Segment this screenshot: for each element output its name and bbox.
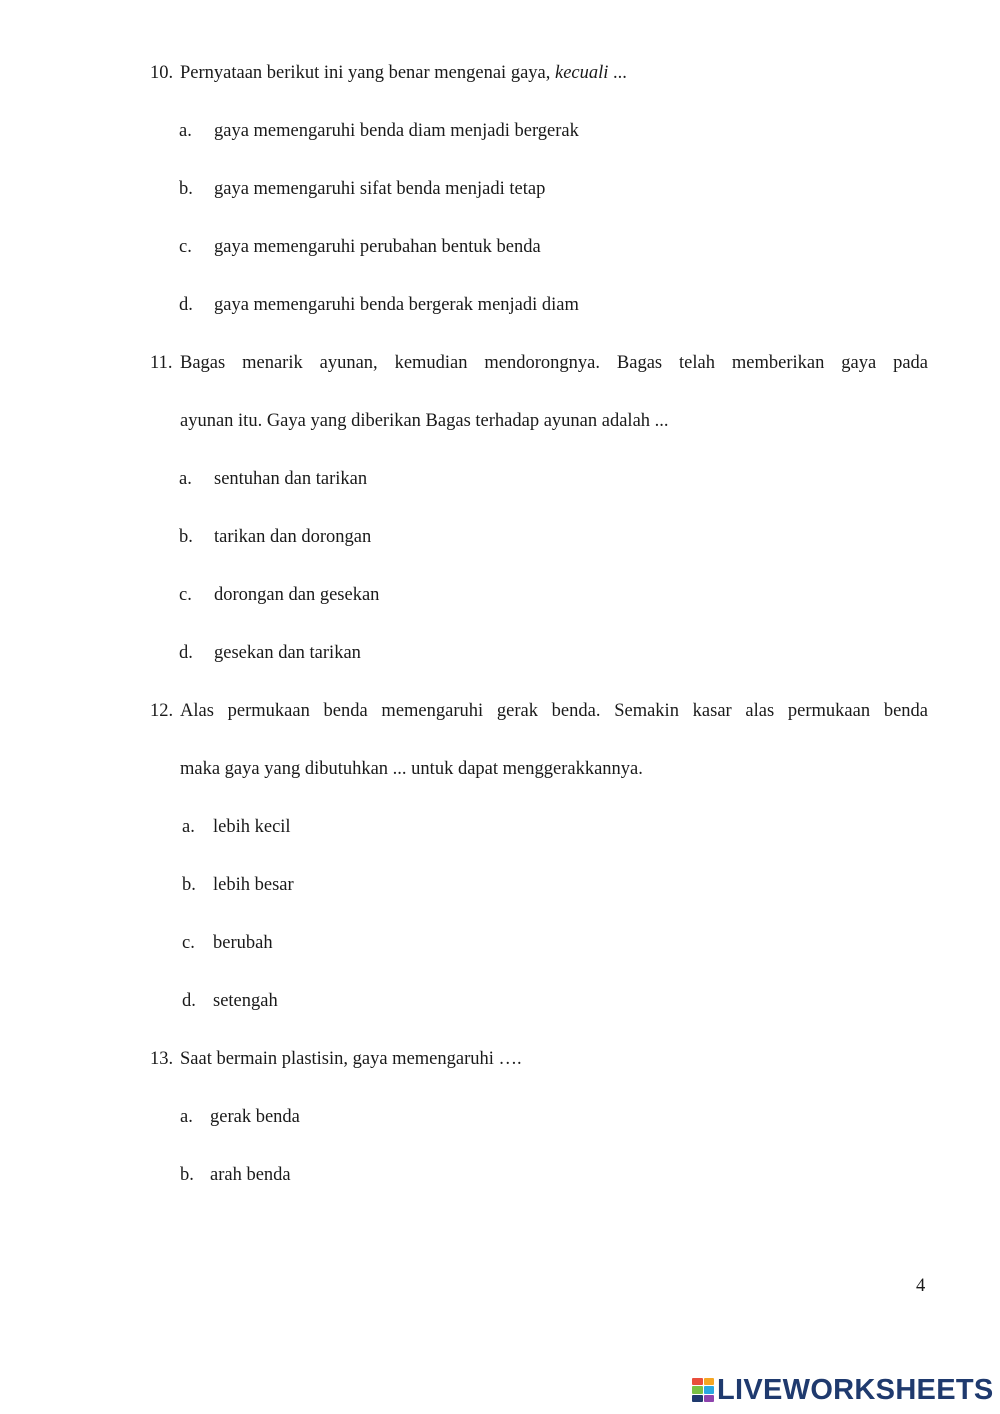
question-text-emphasis: kecuali: [555, 63, 609, 83]
option-letter: c.: [179, 585, 192, 605]
option-text: berubah: [213, 933, 273, 953]
option-letter: c.: [182, 933, 195, 953]
option-text: gerak benda: [210, 1107, 300, 1127]
option-letter: a.: [179, 121, 192, 141]
option-letter: a.: [179, 469, 192, 489]
option-letter: c.: [179, 237, 192, 257]
option-text: gaya memengaruhi perubahan bentuk benda: [214, 237, 541, 257]
option-letter: b.: [179, 179, 193, 199]
option-letter: d.: [179, 295, 193, 315]
option-text: tarikan dan dorongan: [214, 527, 372, 547]
logo-cell: [692, 1395, 703, 1402]
option-text: gesekan dan tarikan: [214, 643, 361, 663]
option-text: sentuhan dan tarikan: [214, 469, 368, 489]
option-text: gaya memengaruhi benda bergerak menjadi diam: [214, 295, 579, 315]
option-text: gaya memengaruhi benda diam menjadi bergerak: [214, 121, 579, 141]
option-letter: a.: [182, 817, 195, 837]
logo-cell: [704, 1386, 715, 1393]
logo-text: LIVEWORKSHEETS: [717, 1373, 994, 1406]
option-text: gaya memengaruhi sifat benda menjadi tetap: [214, 179, 546, 199]
option-text: arah benda: [210, 1165, 291, 1185]
question-text-line-2: ayunan itu. Gaya yang diberikan Bagas terhadap ayunan adalah ...: [180, 411, 669, 431]
logo-cell: [692, 1386, 703, 1393]
option-letter: b.: [182, 875, 196, 895]
question-text: Saat bermain plastisin, gaya memengaruhi ….: [180, 1049, 522, 1069]
logo-grid-icon: [692, 1378, 714, 1402]
logo-cell: [704, 1378, 715, 1385]
option-text: setengah: [213, 991, 278, 1011]
question-text-part: Pernyataan berikut ini yang benar mengenai gaya,: [180, 63, 555, 83]
question-number: 11.: [150, 353, 173, 373]
question-number: 10.: [150, 63, 174, 83]
question-text-line-1: Bagas menarik ayunan, kemudian mendorongnya. Bagas telah memberikan gaya pada: [180, 353, 928, 373]
option-letter: b.: [179, 527, 193, 547]
question-text-line-1: Alas permukaan benda memengaruhi gerak benda. Semakin kasar alas permukaan benda: [180, 701, 928, 721]
option-letter: b.: [180, 1165, 194, 1185]
question-text-line-2: maka gaya yang dibutuhkan ... untuk dapat menggerakkannya.: [180, 759, 643, 779]
page-number: 4: [916, 1276, 926, 1296]
option-letter: a.: [180, 1107, 193, 1127]
question-text: [180, 62, 627, 84]
option-text: lebih kecil: [213, 817, 291, 837]
option-text: lebih besar: [213, 875, 294, 895]
question-number: 13.: [150, 1049, 174, 1069]
question-text-part: ...: [608, 63, 627, 83]
logo-cell: [704, 1395, 715, 1402]
option-letter: d.: [179, 643, 193, 663]
question-number: 12.: [150, 701, 174, 721]
option-text: dorongan dan gesekan: [214, 585, 380, 605]
liveworksheets-logo: [692, 1372, 994, 1408]
logo-cell: [692, 1378, 703, 1385]
option-letter: d.: [182, 991, 196, 1011]
